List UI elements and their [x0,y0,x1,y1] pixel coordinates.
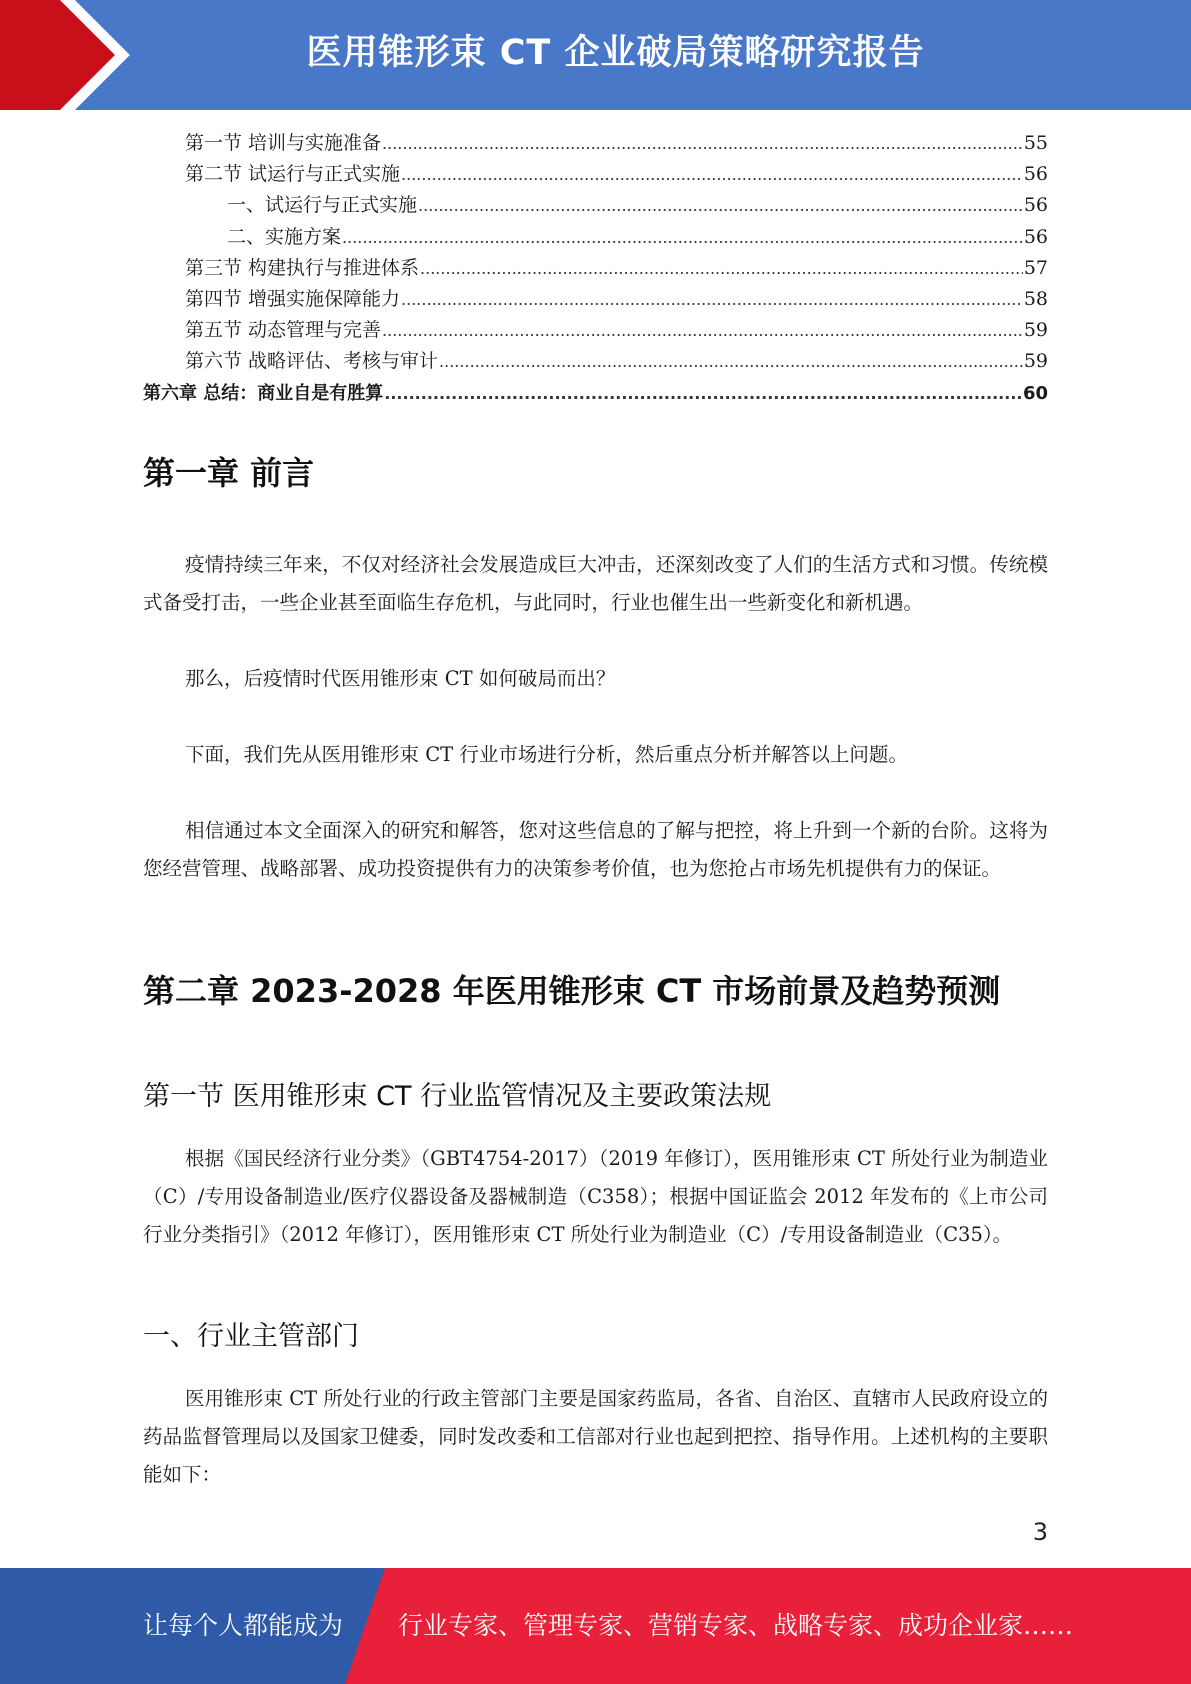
toc-entry-label: 第一节 培训与实施准备 [185,132,382,154]
toc-entry-label: 第五节 动态管理与完善 [185,319,382,342]
toc-entry-label: 第二节 试运行与正式实施 [185,163,401,186]
toc-entry-page: 59 [1023,350,1048,373]
toc-entry-page: 59 [1023,319,1048,342]
toc-leader-dots [342,222,1023,253]
subsection-heading: 一、行业主管部门 [143,1321,359,1352]
toc-leader-dots [384,378,1022,409]
report-title: 医用锥形束 CT 企业破局策略研究报告 [306,33,925,73]
toc-entry-page: 60 [1022,382,1048,404]
page-footer [0,1568,1191,1684]
toc-entry[interactable] [143,128,1048,159]
section-heading: 第一节 医用锥形束 CT 行业监管情况及主要政策法规 [143,1081,772,1112]
toc-entry-page: 55 [1023,132,1048,154]
toc-leader-dots [382,128,1023,159]
footer-slogan-left: 让每个人都能成为 [143,1611,344,1640]
toc-entry[interactable] [143,315,1048,346]
toc-leader-dots [401,284,1023,315]
paragraph: 根据《国民经济行业分类》（GBT4754-2017）（2019 年修订），医用锥形束 CT 所处行业为制造业（C）/专用设备制造业/医疗仪器设备及器械制造（C358）；根据中国证监会 2012 年发布的《上市公司行业分类指引》（2012 年修订），医用锥形束 CT 所处行业为制造业（C）/专用设备制造业（C35）。 [143,1147,1048,1246]
toc-entry-label: 二、实施方案 [227,225,342,248]
toc-entry[interactable] [143,222,1048,253]
toc-entry[interactable] [143,190,1048,221]
table-of-contents [143,128,1048,409]
page-header [0,0,1191,110]
toc-leader-dots [418,190,1023,221]
paragraph: 那么，后疫情时代医用锥形束 CT 如何破局而出？ [185,667,616,690]
chapter-1-heading: 第一章 前言 [143,454,315,492]
footer-slogan-right: 行业专家、管理专家、营销专家、战略专家、成功企业家…… [398,1611,1074,1640]
toc-entry[interactable] [143,284,1048,315]
toc-entry-label: 一、试运行与正式实施 [227,194,418,217]
toc-entry[interactable] [143,159,1048,190]
toc-entry-page: 56 [1023,225,1048,248]
toc-entry[interactable] [143,346,1048,377]
toc-entry-page: 56 [1023,163,1048,186]
toc-entry-label: 第三节 构建执行与推进体系 [185,256,420,279]
paragraph: 疫情持续三年来，不仅对经济社会发展造成巨大冲击，还深刻改变了人们的生活方式和习惯。传统模式备受打击，一些企业甚至面临生存危机，与此同时，行业也催生出一些新变化和新机遇。 [143,553,1048,614]
toc-leader-dots [439,346,1023,377]
chapter-2-heading: 第二章 2023-2028 年医用锥形束 CT 市场前景及趋势预测 [143,972,1001,1010]
paragraph: 医用锥形束 CT 所处行业的行政主管部门主要是国家药监局，各省、自治区、直辖市人民政府设立的药品监督管理局以及国家卫健委，同时发改委和工信部对行业也起到把控、指导作用。上述机构的主要职能如下： [143,1387,1048,1486]
paragraph: 相信通过本文全面深入的研究和解答，您对这些信息的了解与把控，将上升到一个新的台阶。这将为您经营管理、战略部署、成功投资提供有力的决策参考价值，也为您抢占市场先机提供有力的保证。 [143,819,1048,880]
toc-entry-page: 58 [1023,287,1048,310]
page-number: 3 [1032,1518,1048,1546]
paragraph: 下面，我们先从医用锥形束 CT 行业市场进行分析，然后重点分析并解答以上问题。 [185,743,908,766]
toc-entry-label: 第六节 战略评估、考核与审计 [185,350,439,373]
toc-leader-dots [401,159,1023,190]
toc-entry-page: 56 [1023,194,1048,217]
toc-leader-dots [420,253,1023,284]
toc-leader-dots [382,315,1023,346]
toc-chapter-entry[interactable] [143,378,1048,409]
toc-entry-label: 第六章 总结：商业自是有胜算 [143,382,384,404]
toc-entry-page: 57 [1023,256,1048,279]
toc-entry-label: 第四节 增强实施保障能力 [185,287,401,310]
toc-entry[interactable] [143,253,1048,284]
